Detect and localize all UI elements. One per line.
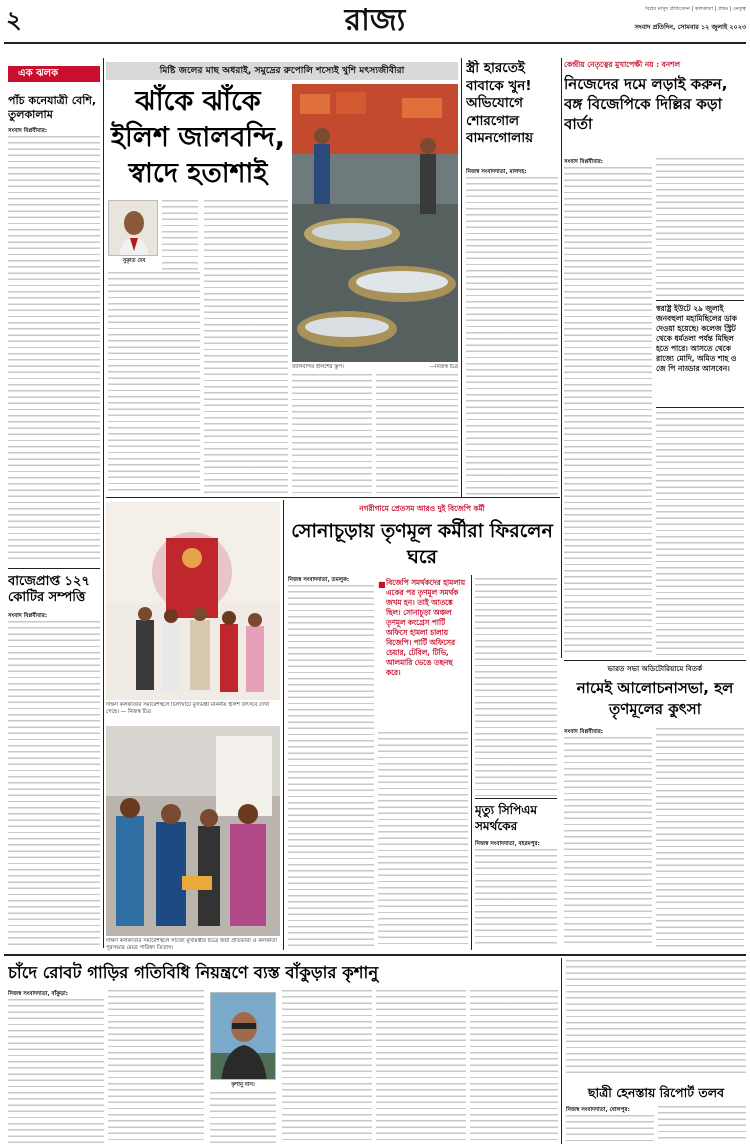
hilsa-body-col2 [108, 272, 200, 494]
student-headline: ছাত্রী হেনস্তায় রিপোর্ট তলব [587, 1085, 725, 1100]
col-rule-1 [103, 58, 104, 948]
cpm-headline: মৃত্যু সিপিএম সমর্থকের [475, 803, 538, 833]
assembly-headline: নামেই আলোচনাসভা, হল তৃণমূলের কুৎসা [576, 679, 734, 718]
wife-body [466, 177, 558, 495]
sidebar-tag: এক ঝলক [8, 66, 100, 82]
wife-headline: স্ত্রী হারতেই বাবাকে খুন! অভিযোগে শোরগোল বামনগোলায় [466, 60, 534, 146]
moon-body-col2 [108, 990, 204, 1143]
moon-body-col5 [376, 990, 466, 1143]
col-rule-3 [561, 58, 562, 658]
date-line: সংবাদ প্রতিদিন, সোমবার ১২ জুলাই ২০২৩ [634, 23, 746, 31]
hilsa-photo [292, 84, 458, 362]
event-photo-caption: দক্ষিণ কলকাতার সমাবেশস্থলে সাজো মুখ্যমন্ত্রীর চিত্রে জয়ী প্রতিভারা ও কলকাতা পুরসভার মেয়র পারিষদ তিতাস। [106, 938, 277, 951]
student-body-col2 [658, 1106, 746, 1143]
tmc-kicker: নগরীগামে প্রেতসম আরও দুই বিজেপি কর্মী [359, 504, 485, 513]
hilsa-headline: ঝাঁকে ঝাঁকে ইলিশ জালবন্দি, স্বাদে হতাশাই [110, 86, 286, 189]
student-body-col1 [566, 1115, 654, 1143]
hilsa-photo-caption: জালবন্দির ইলিশের স্তূপ। [292, 364, 344, 370]
tmc-body-col1 [288, 585, 374, 947]
cpm-top-rule [475, 798, 557, 799]
bjp-bottom-rule [564, 660, 746, 661]
temple-photo [106, 502, 280, 700]
tmc-headline: সোনাচূড়ায় তৃণমূল কর্মীরা ফিরলেন ঘরে [291, 520, 553, 568]
sidebar-divider [8, 568, 100, 569]
sidebar-story1-body [8, 136, 100, 564]
col-rule-5 [471, 575, 472, 950]
header-rule [4, 42, 746, 44]
bottom-section-rule [4, 954, 746, 956]
reporter-portrait [108, 200, 158, 256]
tmc-callout-text: বিজেপি সমর্থকদের হামলায় একের পর তৃণমূল সমর্থক জখম হন। তাই আতঙ্কে ছিল। সোনাচূড়া অঞ্চল তৃণমূল কংগ্রেস পার্টি অফিসে হামলা চালায় বিজেপি। পার্টি অফিসের চেয়ার, টেবিল, টিভি, আলমারি ভেঙে তছনছ করে। [386, 578, 466, 677]
student-byline: নিজস্ব সংবাদদাতা, বোলপুর: [566, 1107, 630, 1113]
moon-body-col3 [210, 1092, 276, 1143]
event-photo [106, 726, 280, 936]
bjp-kicker: কেন্দ্রীয় নেতৃত্বের মুখাপেক্ষী নয় : বনশল [564, 60, 681, 69]
bjp-byline: সংবাদ বিপ্লবীবার: [564, 159, 604, 165]
hilsa-photo-credit: —নিজস্ব চিত্র [429, 364, 458, 370]
bjp-box-text: স্বরাষ্ট্র ইউটে ২৯ জুলাই জনবহুলা মহামিছিলের ডাক দেওয়া হয়েছে। কলেজ স্ট্রিট থেকে ধর্মতলা পর্যন্ত মিছিল হতে পারে। আসতে থেকে রাজ্যে মোদি, অমিত শাহ ও জে পি নাড্ডার আসবেন। [656, 304, 737, 373]
hilsa-body-col3 [204, 200, 288, 494]
sidebar-story2-body [8, 621, 100, 947]
moon-headline: চাঁদে রোবট গাড়ির গতিবিধি নিয়ন্ত্রণে ব্যস্ত বাঁকুড়ার কৃশানু [8, 963, 379, 982]
assembly-kicker: ভারত সভা অডিটোরিয়ামে বিতর্ক [607, 664, 703, 673]
page-number: ২ [6, 6, 22, 34]
hilsa-body-col4 [292, 374, 372, 494]
hilsa-banner: মিষ্টি জলের মাছ অধরাই, সমুদ্রের রুপোলি শস্যেই খুশি মৎস্যজীবীরা [106, 62, 458, 80]
bjp-headline: নিজেদের দমে লড়াই করুন, বঙ্গ বিজেপিকে দিল্লির কড়া বার্তা [564, 75, 728, 133]
reporter-name: সুকৃতি দেব [122, 258, 146, 264]
hilsa-bottom-rule [106, 497, 560, 498]
moon-portrait-caption: কৃশানু দাস। [231, 1082, 255, 1088]
assembly-body-col1 [564, 737, 652, 947]
section-title: রাজ্য [344, 3, 406, 38]
assembly-byline: সংবাদ বিপ্লবীবার: [564, 729, 604, 735]
tmc-byline: নিজস্ব সংবাদদাতা, তমলুক: [288, 577, 350, 583]
tmc-callout [378, 578, 468, 728]
bjp-body-col1 [564, 167, 652, 657]
sidebar-story2-byline: সংবাদ বিপ্লবীবার: [8, 613, 48, 619]
col-rule-6 [561, 958, 562, 1144]
tmc-body-col3 [475, 578, 557, 796]
col-rule-4 [283, 500, 284, 950]
moon-body-col6 [470, 990, 558, 1143]
sidebar-story1-byline: সংবাদ বিপ্লবীবার: [8, 128, 48, 134]
tmc-body-col2 [378, 732, 468, 947]
bjp-body-col2-top [656, 158, 744, 296]
moon-body-col1 [8, 999, 104, 1143]
moon-portrait [210, 992, 276, 1080]
wife-byline: নিজস্ব সংবাদদাতা, মালদহ: [466, 169, 527, 175]
sidebar-story2-headline: বাজেপ্রাপ্ত ১২৭ কোটির সম্পত্তি [8, 574, 90, 605]
sidebar-story1-headline: পাঁচ কনেযাত্রী বেশি, তুলকালাম [8, 94, 97, 121]
moon-byline: নিজস্ব সংবাদদাতা, বাঁকুড়া: [8, 991, 69, 997]
bjp-body-col2-bottom [656, 412, 744, 657]
cpm-byline: নিজস্ব সংবাদদাতা, বহরমপুর: [475, 841, 540, 847]
hilsa-body-col5 [376, 374, 458, 494]
cpm-body [475, 849, 557, 947]
assembly-body-col2 [656, 728, 744, 947]
moon-body-col4 [282, 990, 372, 1143]
edition-note: বিপ্লব মাসুদ প্রতিবেদন | কলকাতা | প্রথম | নেতৃত্ব [645, 6, 746, 12]
assembly-continued-body [566, 960, 746, 1078]
temple-photo-caption: দক্ষিণ কলকাতার সমাবেশস্থলে চিলাঘাটে মুখ্যমন্ত্রী মাননীয় ইলিশ উৎসবে দেখা গেছে। — নিজস্ব চিত্র [106, 702, 270, 715]
col-rule-2 [461, 58, 462, 498]
bjp-box [656, 300, 744, 408]
hilsa-body-col1 [162, 200, 198, 270]
callout-bullet-icon: ■ [378, 580, 386, 589]
